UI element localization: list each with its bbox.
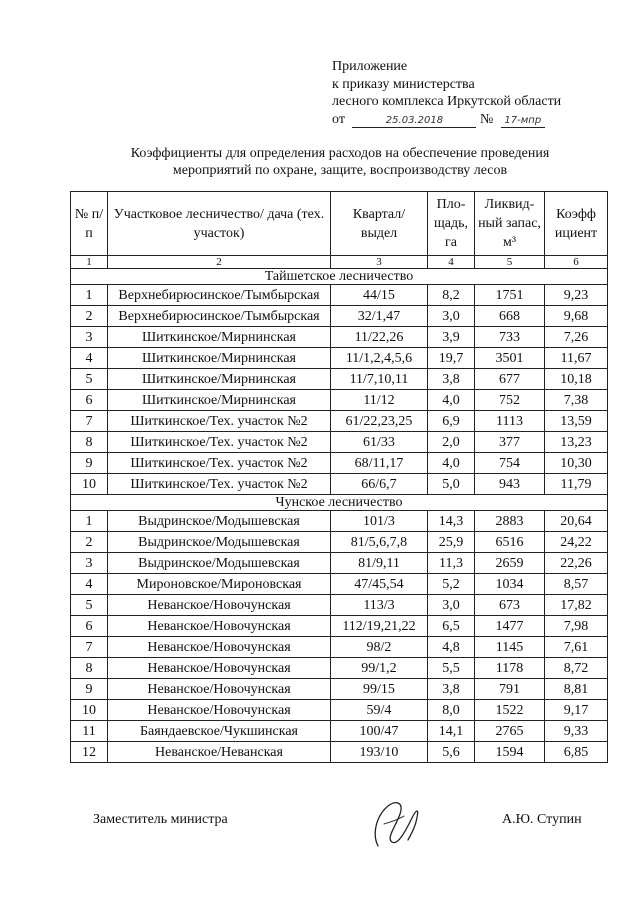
stock-cell: 791 xyxy=(475,679,545,700)
quarter-cell: 101/3 xyxy=(331,511,428,532)
stock-cell: 1178 xyxy=(475,658,545,679)
quarter-cell: 68/11,17 xyxy=(331,453,428,474)
row-number: 11 xyxy=(71,721,108,742)
stock-cell: 1113 xyxy=(475,411,545,432)
coefficient-cell: 7,98 xyxy=(545,616,608,637)
from-label: от xyxy=(332,111,345,127)
coefficient-cell: 10,18 xyxy=(545,369,608,390)
row-number: 5 xyxy=(71,369,108,390)
quarter-cell: 11/22,26 xyxy=(331,327,428,348)
table-row xyxy=(71,285,608,306)
area-cell: 5,2 xyxy=(428,574,475,595)
row-number: 10 xyxy=(71,700,108,721)
quarter-cell: 81/5,6,7,8 xyxy=(331,532,428,553)
stock-cell: 1594 xyxy=(475,742,545,763)
forestry-cell: Шиткинское/Мирнинская xyxy=(108,390,331,411)
area-cell: 3,0 xyxy=(428,595,475,616)
stock-cell: 673 xyxy=(475,595,545,616)
table-row xyxy=(71,721,608,742)
quarter-cell: 47/45,54 xyxy=(331,574,428,595)
area-cell: 8,0 xyxy=(428,700,475,721)
row-number: 8 xyxy=(71,432,108,453)
area-cell: 5,5 xyxy=(428,658,475,679)
table-row xyxy=(71,532,608,553)
table-row xyxy=(71,637,608,658)
table-row xyxy=(71,742,608,763)
handwritten-signature xyxy=(370,796,430,857)
coefficient-cell: 7,61 xyxy=(545,637,608,658)
quarter-cell: 81/9,11 xyxy=(331,553,428,574)
quarter-cell: 11/12 xyxy=(331,390,428,411)
forestry-cell: Шиткинское/Мирнинская xyxy=(108,369,331,390)
section-title: Чунское лесничество xyxy=(71,495,608,511)
coefficient-cell: 8,81 xyxy=(545,679,608,700)
forestry-cell: Выдринское/Модышевская xyxy=(108,553,331,574)
table-row xyxy=(71,474,608,495)
coefficient-cell: 6,85 xyxy=(545,742,608,763)
coefficients-table xyxy=(70,191,608,763)
section-row xyxy=(71,269,608,285)
section-row xyxy=(71,495,608,511)
appendix-title: Приложение xyxy=(332,59,408,74)
stock-cell: 1751 xyxy=(475,285,545,306)
area-cell: 11,3 xyxy=(428,553,475,574)
signatory-name: А.Ю. Ступин xyxy=(502,812,582,827)
coefficient-cell: 22,26 xyxy=(545,553,608,574)
coefficient-cell: 11,67 xyxy=(545,348,608,369)
row-number: 4 xyxy=(71,574,108,595)
coefficient-cell: 9,68 xyxy=(545,306,608,327)
coefficient-cell: 20,64 xyxy=(545,511,608,532)
coefficient-cell: 9,33 xyxy=(545,721,608,742)
row-number: 4 xyxy=(71,348,108,369)
row-number: 12 xyxy=(71,742,108,763)
area-cell: 4,0 xyxy=(428,453,475,474)
forestry-cell: Неванское/Новочунская xyxy=(108,595,331,616)
stock-cell: 377 xyxy=(475,432,545,453)
coefficient-cell: 8,57 xyxy=(545,574,608,595)
row-number: 2 xyxy=(71,532,108,553)
table-row xyxy=(71,511,608,532)
quarter-cell: 44/15 xyxy=(331,285,428,306)
column-number: 2 xyxy=(108,256,331,269)
row-number: 3 xyxy=(71,553,108,574)
forestry-cell: Неванское/Неванская xyxy=(108,742,331,763)
forestry-cell: Шиткинское/Тех. участок №2 xyxy=(108,411,331,432)
quarter-cell: 98/2 xyxy=(331,637,428,658)
row-number: 9 xyxy=(71,453,108,474)
row-number: 9 xyxy=(71,679,108,700)
table-row xyxy=(71,327,608,348)
header-area: Пло-щадь, га xyxy=(428,192,475,256)
stock-cell: 943 xyxy=(475,474,545,495)
area-cell: 6,5 xyxy=(428,616,475,637)
quarter-cell: 193/10 xyxy=(331,742,428,763)
table-row xyxy=(71,306,608,327)
order-number-handwritten: 17-мпр xyxy=(501,114,545,128)
stock-cell: 1477 xyxy=(475,616,545,637)
forestry-cell: Баяндаевское/Чукшинская xyxy=(108,721,331,742)
table-row xyxy=(71,411,608,432)
quarter-cell: 99/1,2 xyxy=(331,658,428,679)
column-number: 1 xyxy=(71,256,108,269)
stock-cell: 2883 xyxy=(475,511,545,532)
stock-cell: 3501 xyxy=(475,348,545,369)
forestry-cell: Шиткинское/Мирнинская xyxy=(108,348,331,369)
table-row xyxy=(71,553,608,574)
forestry-cell: Шиткинское/Тех. участок №2 xyxy=(108,474,331,495)
coefficient-cell: 13,23 xyxy=(545,432,608,453)
quarter-cell: 32/1,47 xyxy=(331,306,428,327)
row-number: 8 xyxy=(71,658,108,679)
forestry-cell: Шиткинское/Мирнинская xyxy=(108,327,331,348)
coefficient-cell: 9,17 xyxy=(545,700,608,721)
area-cell: 4,8 xyxy=(428,637,475,658)
forestry-cell: Неванское/Новочунская xyxy=(108,679,331,700)
quarter-cell: 113/3 xyxy=(331,595,428,616)
forestry-cell: Выдринское/Модышевская xyxy=(108,532,331,553)
area-cell: 6,9 xyxy=(428,411,475,432)
stock-cell: 2659 xyxy=(475,553,545,574)
row-number: 6 xyxy=(71,616,108,637)
stock-cell: 1522 xyxy=(475,700,545,721)
stock-cell: 2765 xyxy=(475,721,545,742)
forestry-cell: Неванское/Новочунская xyxy=(108,616,331,637)
area-cell: 5,0 xyxy=(428,474,475,495)
row-number: 5 xyxy=(71,595,108,616)
area-cell: 25,9 xyxy=(428,532,475,553)
row-number: 2 xyxy=(71,306,108,327)
quarter-cell: 61/33 xyxy=(331,432,428,453)
coefficient-cell: 9,23 xyxy=(545,285,608,306)
title-line-1: Коэффициенты для определения расходов на обеспечение проведения xyxy=(130,146,550,161)
stock-cell: 752 xyxy=(475,390,545,411)
number-label: № xyxy=(479,111,494,127)
header-num: № п/п xyxy=(71,192,108,256)
forestry-cell: Шиткинское/Тех. участок №2 xyxy=(108,453,331,474)
table-row xyxy=(71,700,608,721)
table-row xyxy=(71,390,608,411)
quarter-cell: 11/1,2,4,5,6 xyxy=(331,348,428,369)
area-cell: 14,3 xyxy=(428,511,475,532)
quarter-cell: 11/7,10,11 xyxy=(331,369,428,390)
area-cell: 3,0 xyxy=(428,306,475,327)
signatory-position: Заместитель министра xyxy=(93,812,228,827)
area-cell: 8,2 xyxy=(428,285,475,306)
table-row xyxy=(71,432,608,453)
forestry-cell: Неванское/Новочунская xyxy=(108,700,331,721)
area-cell: 14,1 xyxy=(428,721,475,742)
table-row xyxy=(71,369,608,390)
table-row xyxy=(71,616,608,637)
area-cell: 3,8 xyxy=(428,369,475,390)
table-header-row xyxy=(71,192,608,256)
column-number: 4 xyxy=(428,256,475,269)
row-number: 1 xyxy=(71,285,108,306)
forestry-cell: Шиткинское/Тех. участок №2 xyxy=(108,432,331,453)
appendix-block xyxy=(332,58,561,128)
section-title: Тайшетское лесничество xyxy=(71,269,608,285)
quarter-cell: 100/47 xyxy=(331,721,428,742)
coefficient-cell: 17,82 xyxy=(545,595,608,616)
stock-cell: 733 xyxy=(475,327,545,348)
stock-cell: 677 xyxy=(475,369,545,390)
coefficient-cell: 24,22 xyxy=(545,532,608,553)
column-number-row xyxy=(71,256,608,269)
forestry-cell: Верхнебирюсинское/Тымбырская xyxy=(108,285,331,306)
column-number: 3 xyxy=(331,256,428,269)
column-number: 6 xyxy=(545,256,608,269)
table-row xyxy=(71,453,608,474)
table-row xyxy=(71,679,608,700)
row-number: 6 xyxy=(71,390,108,411)
order-date-handwritten: 25.03.2018 xyxy=(352,114,476,128)
stock-cell: 668 xyxy=(475,306,545,327)
table-row xyxy=(71,658,608,679)
appendix-ministry: лесного комплекса Иркутской области xyxy=(332,94,562,109)
area-cell: 2,0 xyxy=(428,432,475,453)
forestry-cell: Выдринское/Модышевская xyxy=(108,511,331,532)
forestry-cell: Неванское/Новочунская xyxy=(108,637,331,658)
stock-cell: 754 xyxy=(475,453,545,474)
forestry-cell: Неванское/Новочунская xyxy=(108,658,331,679)
quarter-cell: 99/15 xyxy=(331,679,428,700)
table-row xyxy=(71,348,608,369)
table-row xyxy=(71,595,608,616)
area-cell: 4,0 xyxy=(428,390,475,411)
title-line-2: мероприятий по охране, защите, воспроизводству лесов xyxy=(172,163,508,178)
coefficient-cell: 7,38 xyxy=(545,390,608,411)
row-number: 1 xyxy=(71,511,108,532)
header-forestry: Участковое лесничество/ дача (тех. участок) xyxy=(108,192,331,256)
quarter-cell: 66/6,7 xyxy=(331,474,428,495)
row-number: 7 xyxy=(71,411,108,432)
area-cell: 19,7 xyxy=(428,348,475,369)
stock-cell: 1034 xyxy=(475,574,545,595)
quarter-cell: 59/4 xyxy=(331,700,428,721)
coefficient-cell: 7,26 xyxy=(545,327,608,348)
header-stock: Ликвид-ный запас, м³ xyxy=(475,192,545,256)
area-cell: 3,9 xyxy=(428,327,475,348)
row-number: 10 xyxy=(71,474,108,495)
column-number: 5 xyxy=(475,256,545,269)
coefficient-cell: 11,79 xyxy=(545,474,608,495)
forestry-cell: Мироновское/Мироновская xyxy=(108,574,331,595)
header-coef: Коэфф ициент xyxy=(545,192,608,256)
coefficient-cell: 10,30 xyxy=(545,453,608,474)
table-body xyxy=(71,269,608,763)
row-number: 7 xyxy=(71,637,108,658)
appendix-order-ref: к приказу министерства xyxy=(332,76,475,92)
quarter-cell: 112/19,21,22 xyxy=(331,616,428,637)
quarter-cell: 61/22,23,25 xyxy=(331,411,428,432)
area-cell: 5,6 xyxy=(428,742,475,763)
order-date-number-line xyxy=(332,111,561,129)
stock-cell: 1145 xyxy=(475,637,545,658)
row-number: 3 xyxy=(71,327,108,348)
coefficient-cell: 8,72 xyxy=(545,658,608,679)
forestry-cell: Верхнебирюсинское/Тымбырская xyxy=(108,306,331,327)
stock-cell: 6516 xyxy=(475,532,545,553)
area-cell: 3,8 xyxy=(428,679,475,700)
coefficient-cell: 13,59 xyxy=(545,411,608,432)
document-title xyxy=(60,145,620,179)
header-quarter: Квартал/ выдел xyxy=(331,192,428,256)
table-row xyxy=(71,574,608,595)
